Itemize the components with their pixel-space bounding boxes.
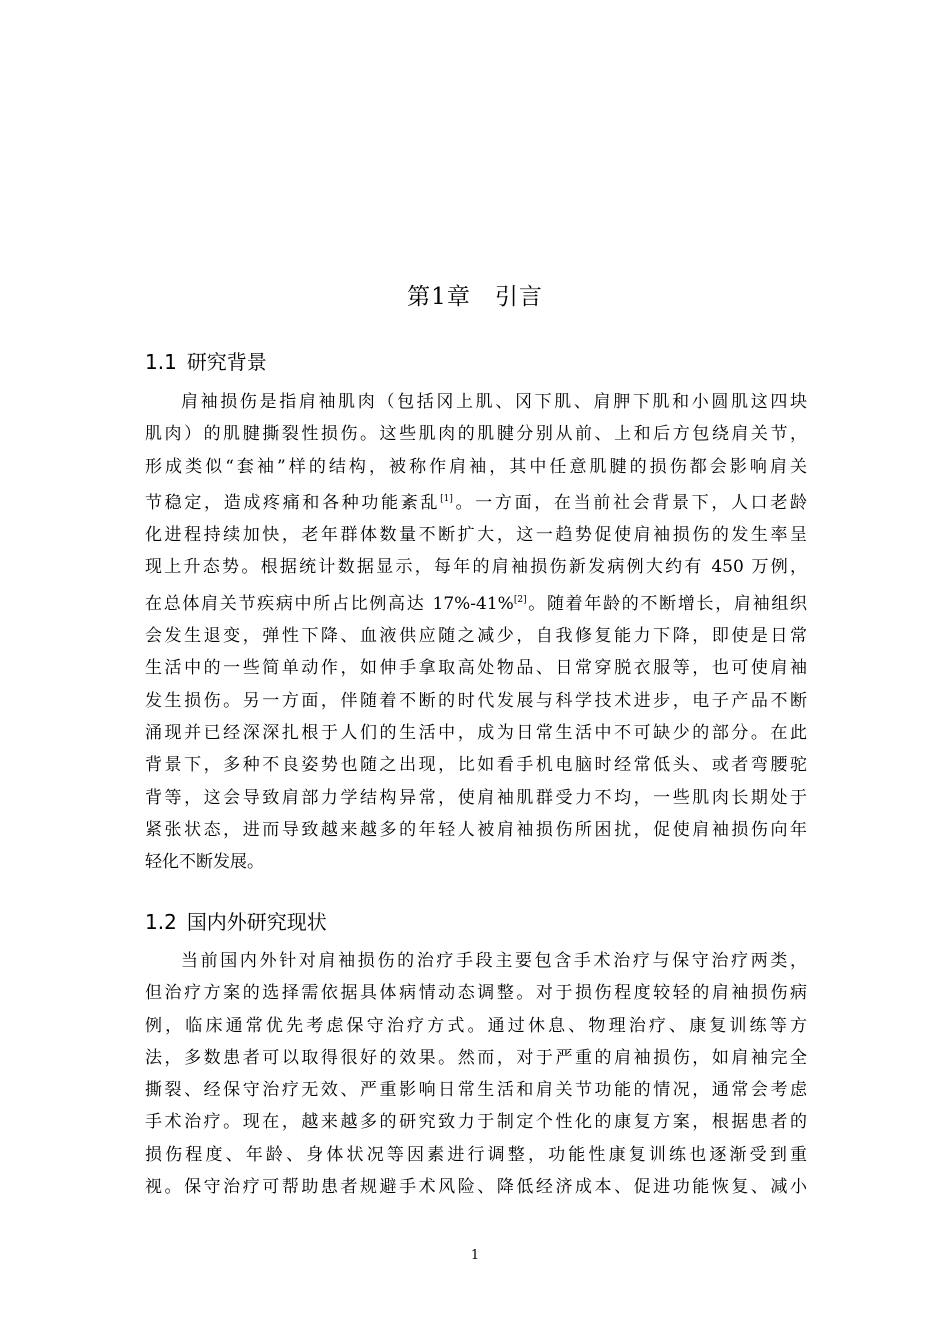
text-line: 会发生退变，弹性下降、血液供应随之减少，自我修复能力下降，即使是日常 [145,626,807,647]
chapter-name: 引言 [494,284,543,310]
text-segment: 。一方面，在当前社会背景下，人口老龄 [452,492,807,513]
text-line: 背景下，多种不良姿势也随之出现，比如看手机电脑时经常低头、或者弯腰驼 [145,755,807,776]
text-line: 肩袖损伤是指肩袖肌肉（包括冈上肌、冈下肌、肩胛下肌和小圆肌这四块 [181,392,807,412]
paragraph-research-background [145,386,807,878]
text-line: 轻化不断发展。 [145,852,264,873]
text-line: 现上升态势。根据统计数据显示，每年的肩袖损伤新发病例大约有 450 万例， [145,557,807,578]
text-line: 当前国内外针对肩袖损伤的治疗手段主要包含手术治疗与保守治疗两类， [181,951,807,971]
text-line: 化进程持续加快，老年群体数量不断扩大，这一趋势促使肩袖损伤的发生率呈 [145,525,807,546]
paragraph-research-status [145,945,807,1203]
section-title: 研究背景 [186,350,267,374]
text-segment: 节稳定，造成疼痛和各种功能紊乱 [145,492,441,513]
section-title: 国内外研究现状 [186,910,327,934]
text-line: 发生损伤。另一方面，伴随着不断的时代发展与科学技术进步，电子产品不断 [145,690,807,711]
section-heading-1-1 [145,346,267,375]
text-line: 法，多数患者可以取得很好的效果。然而，对于严重的肩袖损伤，如肩袖完全 [145,1047,807,1068]
text-line: 但治疗方案的选择需依据具体病情动态调整。对于损伤程度较轻的肩袖损伤病 [145,983,807,1004]
text-line: 例，临床通常优先考虑保守治疗方式。通过休息、物理治疗、康复训练等方 [145,1015,807,1036]
citation: [1] [440,493,453,504]
text-line: 生活中的一些简单动作，如伸手拿取高处物品、日常穿脱衣服等，也可使肩袖 [145,658,807,679]
text-line: 手术治疗。现在，越来越多的研究致力于制定个性化的康复方案，根据患者的 [145,1112,807,1133]
text-segment: 在总体肩关节疾病中所占比例高达 17%-41% [145,593,514,614]
chapter-prefix: 第 [407,284,432,310]
text-line: 撕裂、经保守治疗无效、严重影响日常生活和肩关节功能的情况，通常会考虑 [145,1080,807,1101]
text-line: 紧张状态，进而导致越来越多的年轻人被肩袖损伤所困扰，促使肩袖损伤向年 [145,819,807,840]
text-line [145,483,807,519]
page-number: 1 [470,1248,480,1263]
section-number: 1.2 [145,910,177,934]
text-line: 肌肉）的肌腱撕裂性损伤。这些肌肉的肌腱分别从前、上和后方包绕肩关节， [145,424,807,445]
text-line: 损伤程度、年龄、身体状况等因素进行调整，功能性康复训练也逐渐受到重 [145,1144,807,1165]
chapter-title [0,278,950,311]
section-number: 1.1 [145,350,177,374]
text-line [145,584,807,620]
text-line: 视。保守治疗可帮助患者规避手术风险、降低经济成本、促进功能恢复、减小 [145,1177,807,1198]
text-line: 涌现并已经深深扎根于人们的生活中，成为日常生活中不可缺少的部分。在此 [145,722,807,743]
text-line: 背等，这会导致肩部力学结构异常，使肩袖肌群受力不均，一些肌肉长期处于 [145,787,807,808]
chapter-suffix: 章 [446,284,471,310]
text-segment: 。随着年龄的不断增长，肩袖组织 [526,593,807,614]
citation: [2] [513,594,527,605]
section-heading-1-2 [145,906,327,935]
chapter-number: 1 [431,284,447,310]
text-line: 形成类似“套袖”样的结构，被称作肩袖，其中任意肌腱的损伤都会影响肩关 [145,456,807,477]
